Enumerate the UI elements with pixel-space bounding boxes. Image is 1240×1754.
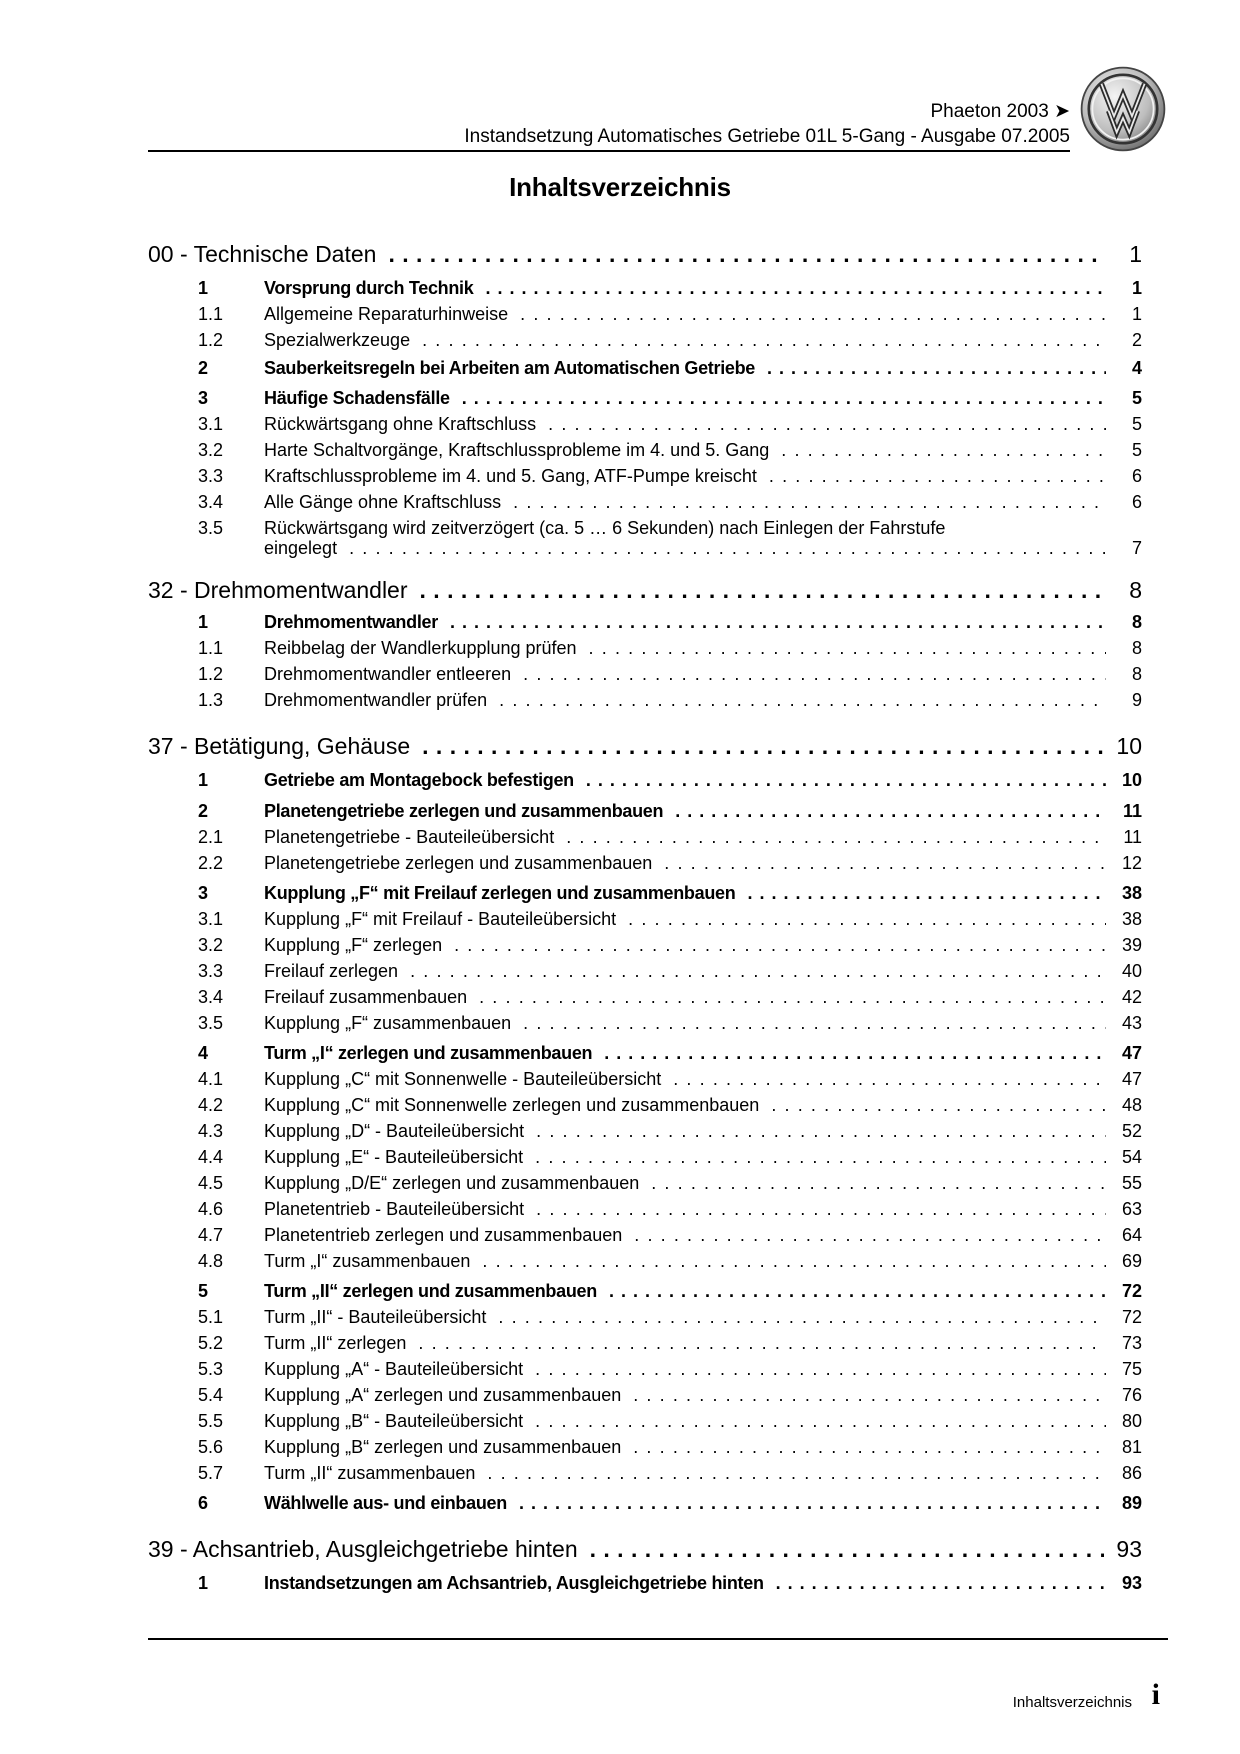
leader-dots [422, 330, 1106, 351]
toc-section-number: 1 [198, 612, 209, 632]
toc-section-number: 1 [198, 278, 209, 298]
leader-dots [513, 492, 1106, 513]
toc-page-number: 9 [1131, 690, 1142, 710]
toc-subsection-title: Spezialwerkzeuge [264, 330, 411, 350]
toc-subsection[interactable] [264, 1359, 1142, 1380]
toc-section[interactable] [264, 278, 1142, 299]
toc-section[interactable] [264, 388, 1142, 409]
toc-subsection-number: 5.2 [198, 1333, 224, 1353]
footer-page-number: i [1151, 1678, 1160, 1711]
toc-subsection[interactable] [264, 1069, 1142, 1090]
toc-section[interactable] [264, 770, 1142, 791]
toc-subsection-title: Reibbelag der Wandlerkupplung prüfen [264, 638, 577, 658]
leader-dots [535, 1411, 1106, 1432]
toc-subsection-number: 4.5 [198, 1173, 224, 1193]
toc-page-number: 69 [1121, 1251, 1142, 1271]
toc-subsection[interactable] [264, 1225, 1142, 1246]
toc-subsection-number: 4.7 [198, 1225, 224, 1245]
toc-subsection-title: Planetentrieb - Bauteileübersicht [264, 1199, 525, 1219]
toc-subsection[interactable] [264, 1437, 1142, 1458]
toc-subsection-title: Rückwärtsgang ohne Kraftschluss [264, 414, 537, 434]
toc-subsection-title: Turm „II“ - Bauteileübersicht [264, 1307, 487, 1327]
toc-section[interactable] [264, 1573, 1142, 1594]
toc-subsection-title: Kupplung „F“ zerlegen [264, 935, 443, 955]
toc-subsection-title: Kupplung „B“ zerlegen und zusammenbauen [264, 1437, 622, 1457]
toc-subsection-title: Planetengetriebe - Bauteileübersicht [264, 827, 555, 847]
toc-page-number: 47 [1121, 1043, 1142, 1063]
toc-subsection[interactable] [264, 1199, 1142, 1220]
leader-dots [482, 1251, 1106, 1272]
toc-page-number: 81 [1121, 1437, 1142, 1457]
toc-section-number: 6 [198, 1493, 209, 1513]
toc-section-title: Instandsetzungen am Achsantrieb, Ausgleichgetriebe hinten [264, 1573, 764, 1593]
toc-subsection[interactable] [264, 690, 1142, 711]
toc-page-number: 38 [1121, 883, 1142, 903]
toc-page-number: 39 [1121, 935, 1142, 955]
toc-subsection-number: 3.3 [198, 961, 224, 981]
toc-page-number: 6 [1131, 492, 1142, 512]
toc-page-number: 75 [1121, 1359, 1142, 1379]
leader-dots [536, 1199, 1106, 1220]
toc-subsection-number: 3.4 [198, 492, 224, 512]
toc-subsection-title: Kupplung „F“ mit Freilauf - Bauteileübersicht [264, 909, 617, 929]
toc-page-number: 55 [1121, 1173, 1142, 1193]
toc-section-title: Turm „I“ zerlegen und zusammenbauen [264, 1043, 593, 1063]
toc-subsection-number: 3.1 [198, 414, 224, 434]
toc-section[interactable] [264, 883, 1142, 904]
toc-subsection-title: Kupplung „F“ zusammenbauen [264, 1013, 512, 1033]
toc-subsection-title: Turm „II“ zerlegen [264, 1333, 407, 1353]
toc-subsection-number: 3.3 [198, 466, 224, 486]
toc-subsection-number: 5.4 [198, 1385, 224, 1405]
leader-dots [536, 1121, 1106, 1142]
leader-dots [519, 1493, 1106, 1514]
toc-section[interactable] [264, 358, 1142, 379]
toc-page-number: 8 [1129, 577, 1142, 603]
leader-dots [771, 1095, 1106, 1116]
toc-page-number: 52 [1121, 1121, 1142, 1141]
toc-subsection[interactable] [264, 330, 1142, 351]
leader-dots [499, 690, 1106, 711]
leader-dots [673, 1069, 1106, 1090]
toc-page-number: 76 [1121, 1385, 1142, 1405]
toc-section-number: 1 [198, 1573, 209, 1593]
leader-dots [422, 733, 1104, 760]
toc-subsection-number: 5.5 [198, 1411, 224, 1431]
leader-dots [589, 638, 1106, 659]
leader-dots [604, 1043, 1106, 1064]
toc-subsection[interactable] [264, 1411, 1142, 1432]
toc-subsection[interactable] [264, 1095, 1142, 1116]
toc-subsection[interactable] [264, 1463, 1142, 1484]
toc-subsection[interactable] [264, 440, 1142, 461]
toc-subsection[interactable] [264, 414, 1142, 435]
toc-subsection[interactable] [264, 1333, 1142, 1354]
toc-subsection-number: 1.2 [198, 330, 224, 350]
toc-chapter-title: 00 - Technische Daten [148, 241, 377, 267]
footer-rule [148, 1638, 1168, 1640]
toc-subsection-title: Kupplung „A“ zerlegen und zusammenbauen [264, 1385, 622, 1405]
toc-page-number: 5 [1131, 388, 1142, 408]
leader-dots [388, 241, 1106, 268]
toc-subsection-number: 2.2 [198, 853, 224, 873]
page-title: Inhaltsverzeichnis [509, 172, 731, 202]
toc-page-number: 72 [1121, 1281, 1142, 1301]
toc-subsection-number: 2.1 [198, 827, 224, 847]
toc-section-number: 3 [198, 388, 209, 408]
leader-dots [450, 612, 1106, 633]
toc-subsection-number: 4.2 [198, 1095, 224, 1115]
toc-page-number: 5 [1131, 414, 1142, 434]
toc-subsection-title[interactable]: Rückwärtsgang wird zeitverzögert (ca. 5 … 6 Sekunden) nach Einlegen der Fahrstufe [264, 518, 946, 538]
footer-label: Inhaltsverzeichnis [1012, 1694, 1132, 1711]
toc-section[interactable] [264, 1043, 1142, 1064]
toc-page-number: 11 [1122, 801, 1142, 821]
toc-section-title: Wählwelle aus- und einbauen [264, 1493, 507, 1513]
toc-subsection-title: Kupplung „B“ - Bauteileübersicht [264, 1411, 524, 1431]
leader-dots [454, 935, 1106, 956]
leader-dots [633, 1437, 1106, 1458]
toc-page-number: 80 [1121, 1411, 1142, 1431]
toc-subsection-title: Planetentrieb zerlegen und zusammenbauen [264, 1225, 623, 1245]
toc-page-number: 10 [1116, 733, 1142, 759]
leader-dots [664, 853, 1106, 874]
toc-subsection[interactable] [264, 492, 1142, 513]
leader-dots [498, 1307, 1106, 1328]
toc-subsection-number: 4.3 [198, 1121, 224, 1141]
toc-subsection-title: Kupplung „D/E“ zerlegen und zusammenbauen [264, 1173, 640, 1193]
toc-section-title: Planetengetriebe zerlegen und zusammenbauen [264, 801, 664, 821]
toc-subsection-title: Alle Gänge ohne Kraftschluss [264, 492, 502, 512]
toc-subsection-number: 5.6 [198, 1437, 224, 1457]
toc-subsection-number: 4.6 [198, 1199, 224, 1219]
leader-dots [590, 1536, 1105, 1563]
leader-dots [418, 1333, 1106, 1354]
toc-page-number: 89 [1121, 1493, 1142, 1513]
toc-subsection[interactable] [264, 1013, 1142, 1034]
toc-subsection[interactable] [264, 1121, 1142, 1142]
header-model: Phaeton 2003 ➤ [930, 101, 1070, 122]
toc-page-number: 72 [1121, 1307, 1142, 1327]
toc-page-number: 43 [1121, 1013, 1142, 1033]
toc-subsection[interactable] [264, 853, 1142, 874]
toc-page-number: 47 [1121, 1069, 1142, 1089]
leader-dots [487, 1463, 1106, 1484]
toc-subsection-number: 5.3 [198, 1359, 224, 1379]
toc-subsection-number: 3.2 [198, 440, 224, 460]
toc-subsection[interactable] [264, 1307, 1142, 1328]
toc-subsection-number: 3.2 [198, 935, 224, 955]
toc-section-title: Kupplung „F“ mit Freilauf zerlegen und zusammenbauen [264, 883, 736, 903]
toc-page-number: 8 [1131, 664, 1142, 684]
toc-subsection-title: Harte Schaltvorgänge, Kraftschlussprobleme im 4. und 5. Gang [264, 440, 770, 460]
toc-chapter[interactable] [148, 733, 1142, 760]
toc-page-number: 40 [1121, 961, 1142, 981]
toc-subsection-number: 5.1 [198, 1307, 224, 1327]
toc-page-number: 7 [1131, 538, 1142, 558]
toc-section-title: Sauberkeitsregeln bei Arbeiten am Automatischen Getriebe [264, 358, 756, 378]
toc-page-number: 48 [1121, 1095, 1142, 1115]
toc-subsection-title: Freilauf zerlegen [264, 961, 399, 981]
toc-subsection-number: 3.5 [198, 518, 224, 538]
toc-subsection[interactable] [264, 304, 1142, 325]
toc-subsection-title: Kupplung „A“ - Bauteileübersicht [264, 1359, 524, 1379]
toc-page-number: 1 [1131, 278, 1142, 298]
leader-dots [769, 466, 1106, 487]
toc-subsection[interactable] [264, 961, 1142, 982]
toc-section-number: 3 [198, 883, 209, 903]
toc-chapter[interactable] [148, 577, 1142, 604]
toc-chapter-title: 37 - Betätigung, Gehäuse [148, 733, 411, 759]
leader-dots [609, 1281, 1106, 1302]
toc-section[interactable] [264, 1281, 1142, 1302]
toc-page-number: 73 [1121, 1333, 1142, 1353]
leader-dots [781, 440, 1106, 461]
toc-page-number: 93 [1121, 1573, 1142, 1593]
leader-dots [535, 1147, 1106, 1168]
toc-page-number: 11 [1123, 827, 1142, 847]
leader-dots [349, 538, 1106, 559]
leader-dots [410, 961, 1106, 982]
toc-subsection-title: Kupplung „C“ mit Sonnenwelle - Bauteileübersicht [264, 1069, 662, 1089]
toc-subsection[interactable] [264, 987, 1142, 1008]
toc-section[interactable] [264, 612, 1142, 633]
leader-dots [651, 1173, 1106, 1194]
leader-dots [566, 827, 1106, 848]
toc-page-number: 4 [1131, 358, 1142, 378]
leader-dots [675, 801, 1106, 822]
leader-dots [485, 278, 1106, 299]
toc-page-number: 2 [1131, 330, 1142, 350]
toc-page-number: 8 [1131, 638, 1142, 658]
toc-page-number: 1 [1131, 304, 1142, 324]
toc-subsection[interactable] [264, 1251, 1142, 1272]
toc-subsection-number: 4.8 [198, 1251, 224, 1271]
toc-subsection-number: 4.4 [198, 1147, 224, 1167]
toc-subsection[interactable] [264, 538, 1142, 559]
toc-subsection-number: 3.4 [198, 987, 224, 1007]
leader-dots [628, 909, 1106, 930]
toc-subsection[interactable] [264, 1147, 1142, 1168]
leader-dots [633, 1385, 1106, 1406]
toc-section[interactable] [264, 1493, 1142, 1514]
leader-dots [420, 577, 1106, 604]
toc-subsection-number: 1.1 [198, 638, 224, 658]
toc-subsection-title: Kupplung „C“ mit Sonnenwelle zerlegen und zusammenbauen [264, 1095, 760, 1115]
toc-page-number: 10 [1121, 770, 1142, 790]
toc-page-number: 8 [1131, 612, 1142, 632]
toc-page-number: 64 [1121, 1225, 1142, 1245]
toc-subsection-number: 3.1 [198, 909, 224, 929]
toc-section-number: 2 [198, 801, 209, 821]
leader-dots [747, 883, 1106, 904]
toc-subsection-number: 3.5 [198, 1013, 224, 1033]
leader-dots [523, 1013, 1106, 1034]
toc-chapter[interactable] [148, 241, 1142, 268]
leader-dots [767, 358, 1106, 379]
toc-section-number: 4 [198, 1043, 209, 1063]
leader-dots [523, 664, 1106, 685]
header-subtitle: Instandsetzung Automatisches Getriebe 01L 5-Gang - Ausgabe 07.2005 [464, 126, 1070, 147]
toc-subsection[interactable] [264, 1385, 1142, 1406]
toc-subsection-number: 1.2 [198, 664, 224, 684]
toc-subsection-number: 1.3 [198, 690, 224, 710]
toc-page-number: 38 [1121, 909, 1142, 929]
toc-page-number: 54 [1121, 1147, 1142, 1167]
toc-page-number: 6 [1131, 466, 1142, 486]
toc-subsection-title: Drehmomentwandler prüfen [264, 690, 488, 710]
toc-subsection-number: 5.7 [198, 1463, 224, 1483]
toc-subsection-title: Kraftschlussprobleme im 4. und 5. Gang, ATF-Pumpe kreischt [264, 466, 757, 486]
leader-dots [634, 1225, 1106, 1246]
toc-chapter-title: 32 - Drehmomentwandler [148, 577, 408, 603]
toc-subsection[interactable] [264, 638, 1142, 659]
toc-subsection-title: Freilauf zusammenbauen [264, 987, 468, 1007]
toc-subsection-title: Kupplung „D“ - Bauteileübersicht [264, 1121, 525, 1141]
toc-page-number: 5 [1131, 440, 1142, 460]
toc-section-title: Drehmomentwandler [264, 612, 438, 632]
toc-subsection-title: Turm „II“ zusammenbauen [264, 1463, 476, 1483]
toc-subsection[interactable] [264, 1173, 1142, 1194]
toc-section-number: 1 [198, 770, 209, 790]
toc-subsection-title: Turm „I“ zusammenbauen [264, 1251, 471, 1271]
toc-section-number: 5 [198, 1281, 209, 1301]
leader-dots [586, 770, 1106, 791]
toc-subsection-title: Kupplung „E“ - Bauteileübersicht [264, 1147, 524, 1167]
toc-page-number: 63 [1121, 1199, 1142, 1219]
toc-subsection[interactable] [264, 664, 1142, 685]
toc-subsection[interactable] [264, 466, 1142, 487]
leader-dots [462, 388, 1106, 409]
toc-page-number: 86 [1121, 1463, 1142, 1483]
toc-section-title: Häufige Schadensfälle [264, 388, 450, 408]
leader-dots [548, 414, 1106, 435]
toc-subsection-title: Allgemeine Reparaturhinweise [264, 304, 509, 324]
toc-section-title: Getriebe am Montagebock befestigen [264, 770, 574, 790]
toc-page-number: 93 [1116, 1536, 1142, 1562]
toc-subsection-number: 1.1 [198, 304, 224, 324]
leader-dots [520, 304, 1106, 325]
leader-dots [535, 1359, 1106, 1380]
toc-subsection-title: Drehmomentwandler entleeren [264, 664, 512, 684]
toc-chapter-title: 39 - Achsantrieb, Ausgleichgetriebe hinten [148, 1536, 578, 1562]
toc-section-number: 2 [198, 358, 209, 378]
leader-dots [776, 1573, 1106, 1594]
toc-section[interactable] [264, 801, 1142, 822]
toc-subsection-title-cont: eingelegt [264, 538, 338, 558]
toc-section-title: Vorsprung durch Technik [264, 278, 474, 298]
toc-section-title: Turm „II“ zerlegen und zusammenbauen [264, 1281, 597, 1301]
toc-subsection-title: Planetengetriebe zerlegen und zusammenbauen [264, 853, 653, 873]
toc-subsection[interactable] [264, 909, 1142, 930]
toc-subsection[interactable] [264, 827, 1142, 848]
toc-subsection-number: 4.1 [198, 1069, 224, 1089]
toc-chapter[interactable] [148, 1536, 1142, 1563]
toc-page-number: 12 [1121, 853, 1142, 873]
toc-page-number: 42 [1121, 987, 1142, 1007]
toc-page-number: 1 [1129, 241, 1142, 267]
toc-subsection[interactable] [264, 935, 1142, 956]
leader-dots [479, 987, 1106, 1008]
